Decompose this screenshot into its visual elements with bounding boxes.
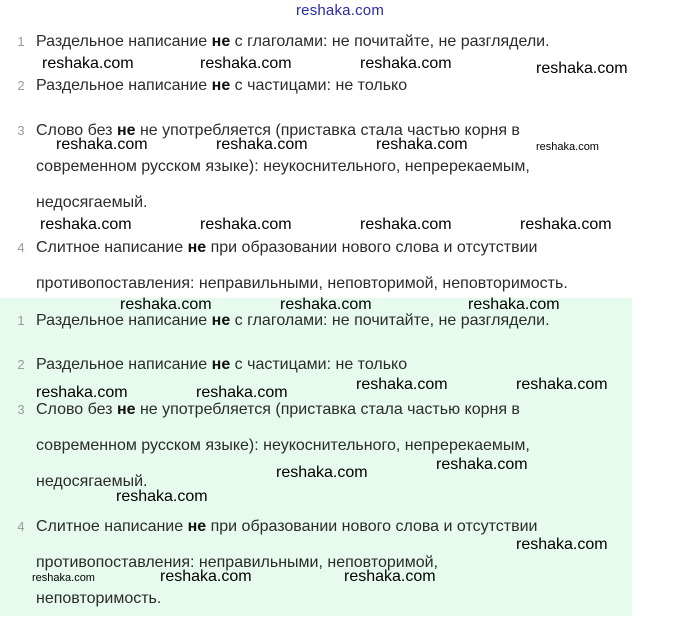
watermark: reshaka.com bbox=[436, 456, 528, 473]
watermark: reshaka.com bbox=[56, 136, 148, 153]
watermark: reshaka.com bbox=[536, 141, 599, 153]
watermark: reshaka.com bbox=[200, 55, 292, 72]
watermark: reshaka.com bbox=[520, 216, 612, 233]
site-header: reshaka.com bbox=[295, 2, 385, 19]
watermark: reshaka.com bbox=[536, 60, 628, 77]
watermark: reshaka.com bbox=[120, 296, 212, 313]
watermark: reshaka.com bbox=[196, 384, 288, 401]
item-number: 3 bbox=[17, 402, 25, 417]
bold-particle: не bbox=[116, 401, 136, 418]
bold-particle: не bbox=[187, 239, 207, 256]
item-text-line: Раздельное написание не с частицами: не только bbox=[36, 356, 408, 373]
watermark: reshaka.com bbox=[468, 296, 560, 313]
item-text-line: Слитное написание не при образовании нового слова и отсутствии bbox=[36, 518, 538, 535]
watermark: reshaka.com bbox=[344, 568, 436, 585]
watermark: reshaka.com bbox=[160, 568, 252, 585]
watermark: reshaka.com bbox=[516, 536, 608, 553]
bold-particle: не bbox=[116, 122, 136, 139]
watermark: reshaka.com bbox=[376, 136, 468, 153]
item-text-line: Слово без не не употребляется (приставка стала частью корня в bbox=[36, 122, 520, 139]
watermark: reshaka.com bbox=[42, 55, 134, 72]
bold-particle: не bbox=[211, 33, 231, 50]
watermark: reshaka.com bbox=[360, 216, 452, 233]
item-text-line: Раздельное написание не с глаголами: не почитайте, не разглядели. bbox=[36, 33, 550, 50]
item-number: 1 bbox=[17, 34, 25, 49]
watermark: reshaka.com bbox=[116, 488, 208, 505]
item-text-line: Раздельное написание не с частицами: не только bbox=[36, 77, 408, 94]
watermark: reshaka.com bbox=[200, 216, 292, 233]
item-number: 2 bbox=[17, 357, 25, 372]
item-text-line: Раздельное написание не с глаголами: не почитайте, не разглядели. bbox=[36, 312, 550, 329]
item-text-line: Слово без не не употребляется (приставка стала частью корня в bbox=[36, 401, 520, 418]
item-text-line: недосягаемый. bbox=[36, 473, 148, 490]
watermark: reshaka.com bbox=[280, 296, 372, 313]
item-text-line: современном русском языке): неукоснительного, непререкаемым, bbox=[36, 437, 530, 454]
bold-particle: не bbox=[211, 312, 231, 329]
item-text-line: неповторимость. bbox=[36, 590, 162, 607]
watermark: reshaka.com bbox=[36, 384, 128, 401]
item-text-line: современном русском языке): неукоснительного, непререкаемым, bbox=[36, 158, 530, 175]
bold-particle: не bbox=[187, 518, 207, 535]
watermark: reshaka.com bbox=[276, 464, 368, 481]
item-text-line: Слитное написание не при образовании нового слова и отсутствии bbox=[36, 239, 538, 256]
item-text-line: противопоставления: неправильными, неповторимой, неповторимость. bbox=[36, 275, 568, 292]
watermark: reshaka.com bbox=[216, 136, 308, 153]
item-text-line: недосягаемый. bbox=[36, 194, 148, 211]
watermark: reshaka.com bbox=[516, 376, 608, 393]
item-number: 3 bbox=[17, 123, 25, 138]
item-number: 2 bbox=[17, 78, 25, 93]
bold-particle: не bbox=[211, 77, 231, 94]
watermark: reshaka.com bbox=[356, 376, 448, 393]
item-number: 4 bbox=[17, 519, 25, 534]
item-number: 1 bbox=[17, 313, 25, 328]
watermark: reshaka.com bbox=[40, 216, 132, 233]
watermark: reshaka.com bbox=[360, 55, 452, 72]
watermark: reshaka.com bbox=[32, 572, 95, 584]
bold-particle: не bbox=[211, 356, 231, 373]
item-text-line: противопоставления: неправильными, неповторимой, bbox=[36, 554, 438, 571]
item-number: 4 bbox=[17, 240, 25, 255]
